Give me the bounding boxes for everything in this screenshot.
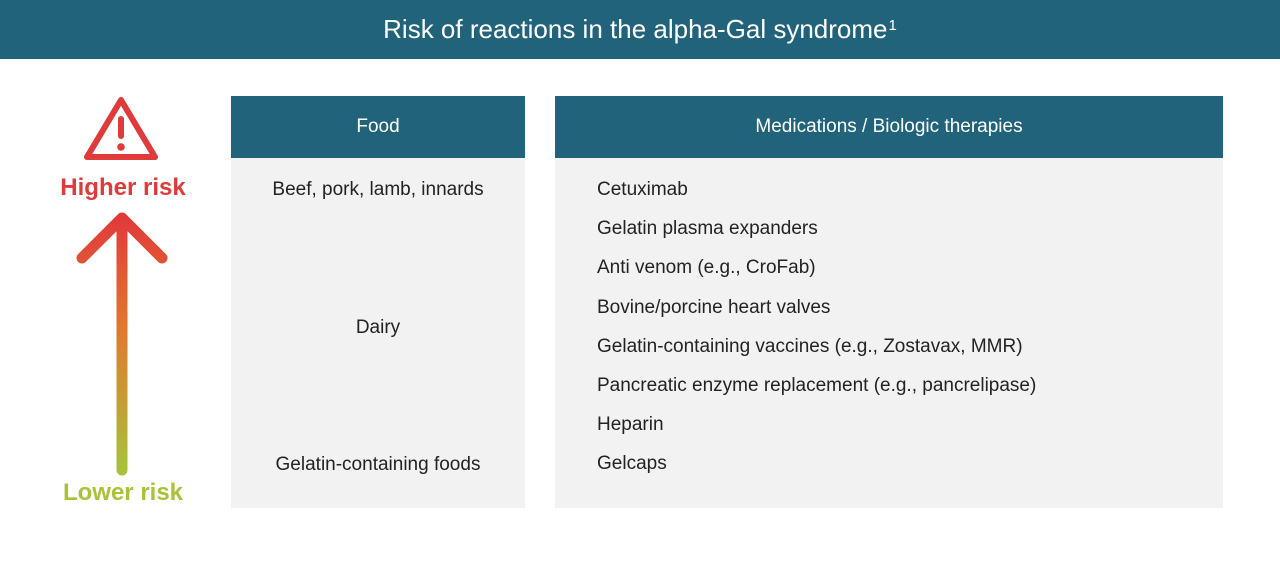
list-item: Bovine/porcine heart valves [597,296,831,318]
list-item: Pancreatic enzyme replacement (e.g., pancrelipase) [597,374,1037,396]
higher-risk-label: Higher risk [60,174,186,201]
list-item: Heparin [597,414,664,436]
page-title: Risk of reactions in the alpha-Gal syndrome [383,14,888,44]
medications-list [597,178,1036,492]
title-footnote-marker: 1 [888,17,897,34]
list-item: Gelatin plasma expanders [597,218,818,240]
title-banner [0,0,1280,59]
food-item-medium: Dairy [355,317,401,338]
list-item: Anti venom (e.g., CroFab) [597,257,816,279]
food-header: Food [231,96,525,158]
list-item: Gelcaps [597,453,667,475]
list-item: Gelatin-containing vaccines (e.g., Zostavax, MMR) [597,335,1023,357]
food-panel [231,96,525,508]
medications-panel [555,96,1223,508]
food-item-high: Beef, pork, lamb, innards [272,179,484,200]
lower-risk-label: Lower risk [62,479,184,506]
warning-triangle-icon [82,95,160,163]
risk-arrow [72,208,172,480]
food-item-low: Gelatin-containing foods [275,454,481,475]
medications-header: Medications / Biologic therapies [555,96,1223,158]
list-item: Cetuximab [597,179,688,200]
